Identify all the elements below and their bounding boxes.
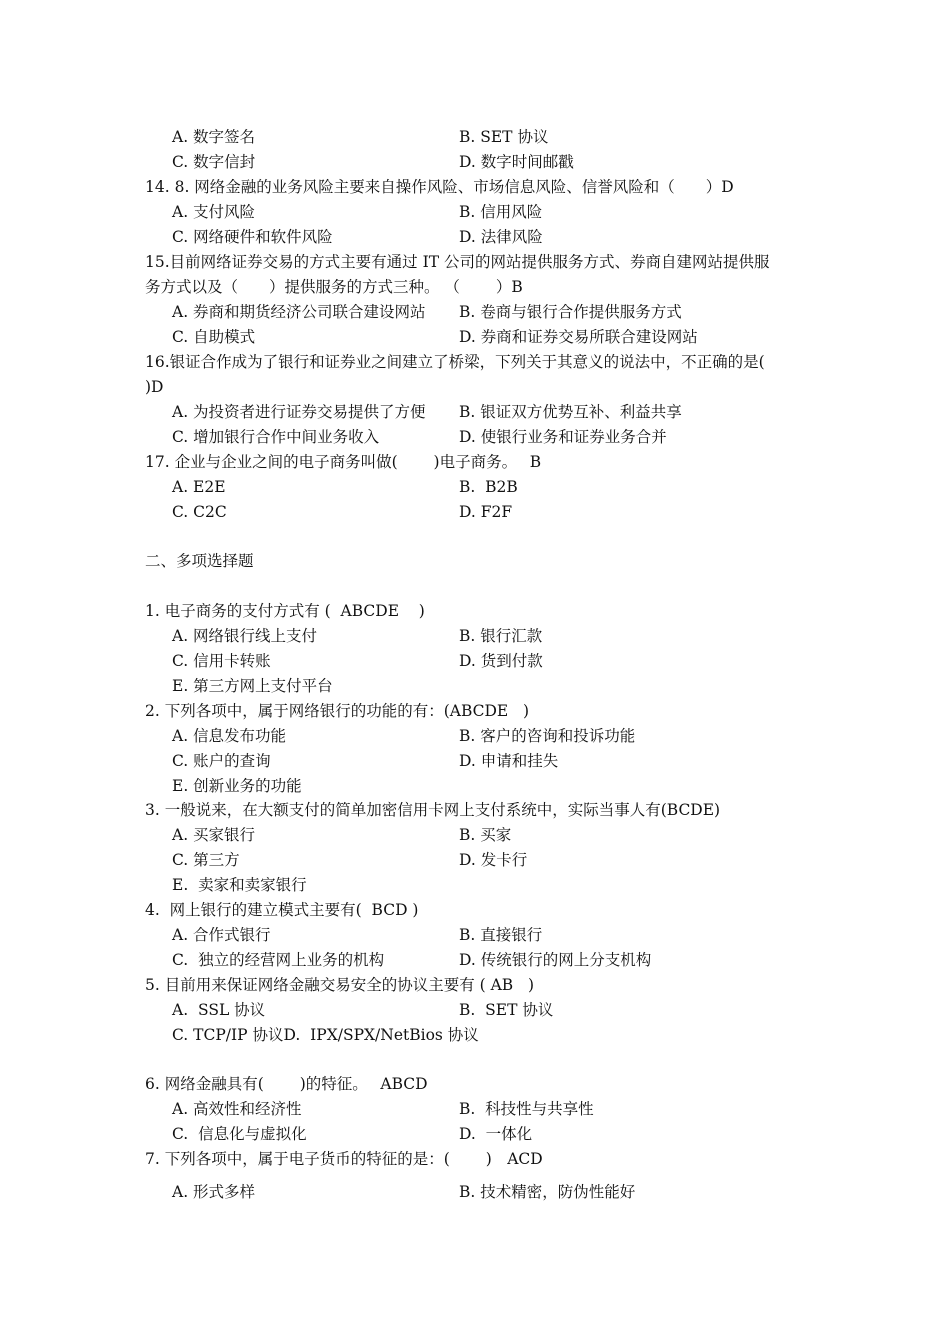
question-17: 17. 企业与企业之间的电子商务叫做( )电子商务。 B [145, 453, 542, 471]
option-c: C. 数字信封 [172, 153, 256, 171]
option-b: B. 买家 [459, 826, 512, 844]
question-15-line-2: 务方式以及（ ）提供服务的方式三种。 （ ）B [145, 278, 523, 296]
option-a: A. 数字签名 [172, 128, 256, 146]
option-e: E. 卖家和卖家银行 [172, 876, 307, 894]
option-e: E. 第三方网上支付平台 [172, 677, 333, 695]
option-c: C. 独立的经营网上业务的机构 [172, 951, 385, 969]
option-b: B. 卷商与银行合作提供服务方式 [459, 303, 682, 321]
option-d: D. 发卡行 [459, 851, 528, 869]
option-a: A. E2E [172, 478, 226, 496]
option-d: D. 数字时间邮戳 [459, 153, 574, 171]
option-a: A. 为投资者进行证券交易提供了方便 [172, 403, 426, 421]
option-c: C. 信息化与虚拟化 [172, 1125, 307, 1143]
multi-question-2: 2. 下列各项中，属于网络银行的功能的有：(ABCDE ) [145, 702, 530, 720]
option-c: C. C2C [172, 503, 227, 521]
option-a: A. 高效性和经济性 [172, 1100, 302, 1118]
option-a: A. 买家银行 [172, 826, 256, 844]
option-e: E. 创新业务的功能 [172, 777, 302, 795]
option-b: B. 信用风险 [459, 203, 543, 221]
option-a: A. 形式多样 [172, 1183, 256, 1201]
option-c-d: C. TCP/IP 协议D. IPX/SPX/NetBios 协议 [172, 1026, 479, 1044]
option-b: B. 银证双方优势互补、利益共享 [459, 403, 682, 421]
option-c: C. 账户的查询 [172, 752, 271, 770]
section-title: 二、多项选择题 [145, 552, 254, 570]
question-16-line-1: 16.银证合作成为了银行和证券业之间建立了桥梁，下列关于其意义的说法中，不正确的是( [145, 353, 765, 371]
question-14: 14. 8. 网络金融的业务风险主要来自操作风险、市场信息风险、信誉风险和（ ）D [145, 178, 734, 196]
multi-question-5: 5. 目前用来保证网络金融交易安全的协议主要有 ( AB ) [145, 976, 535, 994]
option-d: D. 货到付款 [459, 652, 543, 670]
option-b: B. 技术精密，防伪性能好 [459, 1183, 636, 1201]
option-a: A. 信息发布功能 [172, 727, 287, 745]
multi-question-3: 3. 一般说来，在大额支付的简单加密信用卡网上支付系统中，实际当事人有(BCDE) [145, 801, 721, 819]
option-d: D. 法律风险 [459, 228, 543, 246]
option-c: C. 增加银行合作中间业务收入 [172, 428, 380, 446]
option-d: D. F2F [459, 503, 513, 521]
option-b: B. SET 协议 [459, 1001, 554, 1019]
option-d: D. 传统银行的网上分支机构 [459, 951, 652, 969]
option-d: D. 一体化 [459, 1125, 533, 1143]
option-a: A. 支付风险 [172, 203, 256, 221]
option-b: B. 直接银行 [459, 926, 543, 944]
multi-question-1: 1. 电子商务的支付方式有 ( ABCDE ) [145, 602, 425, 620]
question-16-line-2: )D [145, 378, 164, 396]
multi-question-7: 7. 下列各项中，属于电子货币的特征的是：( ) ACD [145, 1150, 543, 1168]
multi-question-6: 6. 网络金融具有( )的特征。 ABCD [145, 1075, 428, 1093]
option-c: C. 网络硬件和软件风险 [172, 228, 333, 246]
option-a: A. 网络银行线上支付 [172, 627, 318, 645]
option-c: C. 信用卡转账 [172, 652, 271, 670]
option-d: D. 券商和证券交易所联合建设网站 [459, 328, 698, 346]
option-c: C. 自助模式 [172, 328, 256, 346]
option-d: D. 申请和挂失 [459, 752, 559, 770]
option-b: B. B2B [459, 478, 518, 496]
question-15-line-1: 15.目前网络证券交易的方式主要有通过 IT 公司的网站提供服务方式、券商自建网站提供服 [145, 253, 770, 271]
multi-question-4: 4. 网上银行的建立模式主要有( BCD ) [145, 901, 419, 919]
option-a: A. 合作式银行 [172, 926, 271, 944]
option-b: B. 客户的咨询和投诉功能 [459, 727, 636, 745]
option-a: A. SSL 协议 [172, 1001, 266, 1019]
option-b: B. SET 协议 [459, 128, 549, 146]
option-a: A. 券商和期货经济公司联合建设网站 [172, 303, 426, 321]
option-c: C. 第三方 [172, 851, 240, 869]
option-b: B. 科技性与共享性 [459, 1100, 594, 1118]
option-d: D. 使银行业务和证券业务合并 [459, 428, 667, 446]
option-b: B. 银行汇款 [459, 627, 543, 645]
